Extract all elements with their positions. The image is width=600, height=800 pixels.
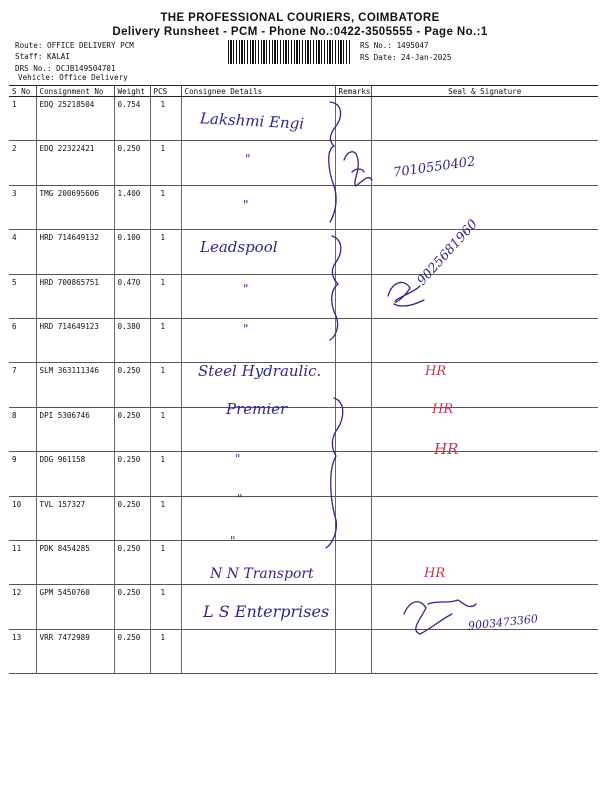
cell-seal <box>371 274 598 318</box>
cell-consignment: VRR 7472989 <box>36 629 114 673</box>
cell-consignment: HRD 700865751 <box>36 274 114 318</box>
table-row <box>9 452 598 496</box>
cell-remarks <box>335 407 371 451</box>
handwritten-ditto-11: " <box>230 534 236 548</box>
cell-seal <box>371 363 598 407</box>
cell-consignee <box>181 141 335 185</box>
table-row <box>9 274 598 318</box>
cell-sno: 6 <box>9 318 36 362</box>
handwritten-hr-12: HR <box>424 566 446 581</box>
cell-consignment: DDG 961158 <box>36 452 114 496</box>
cell-pcs: 1 <box>150 452 181 496</box>
route-label: Route: OFFICE DELIVERY PCM <box>15 41 134 50</box>
handwritten-hr-8: HR <box>432 402 454 417</box>
table-row <box>9 185 598 229</box>
cell-consignment: EDQ 25218504 <box>36 97 114 141</box>
header-consignee: Consignee Details <box>181 86 335 97</box>
cell-consignment: HRD 714649123 <box>36 318 114 362</box>
handwritten-phone-5: 9025681960 <box>414 217 481 289</box>
handwritten-ditto-10: " <box>237 492 243 506</box>
table-row <box>9 629 598 673</box>
cell-consignment: HRD 714649132 <box>36 230 114 274</box>
cell-sno: 7 <box>9 363 36 407</box>
cell-pcs: 1 <box>150 363 181 407</box>
cell-remarks <box>335 629 371 673</box>
cell-consignment: PDK 8454285 <box>36 540 114 584</box>
vehicle-label: Vehicle: Office Delivery <box>18 73 128 82</box>
handwritten-consignee-13: L S Enterprises <box>203 602 330 621</box>
table-header-row <box>9 86 598 97</box>
barcode <box>228 40 350 64</box>
cell-seal <box>371 185 598 229</box>
cell-consignment: TMG 200695606 <box>36 185 114 229</box>
cell-pcs: 1 <box>150 230 181 274</box>
cell-sno: 8 <box>9 407 36 451</box>
cell-sno: 10 <box>9 496 36 540</box>
cell-remarks <box>335 230 371 274</box>
cell-consignee <box>181 452 335 496</box>
cell-seal <box>371 97 598 141</box>
handwritten-ditto-2: " <box>245 152 251 166</box>
cell-weight: 1.400 <box>114 185 150 229</box>
cell-remarks <box>335 363 371 407</box>
cell-pcs: 1 <box>150 274 181 318</box>
drs-number: DRS No.: DCJB149504701 <box>15 64 116 73</box>
table-row <box>9 496 598 540</box>
cell-remarks <box>335 585 371 629</box>
handwritten-ditto-5: " <box>243 282 249 296</box>
handwritten-consignee-7: Steel Hydraulic. <box>198 362 322 380</box>
table-row <box>9 407 598 451</box>
cell-pcs: 1 <box>150 629 181 673</box>
cell-remarks <box>335 496 371 540</box>
handwritten-phone-13: 9003473360 <box>467 612 539 633</box>
cell-consignee <box>181 318 335 362</box>
header-seal-signature: Seal & Signature <box>371 86 598 97</box>
handwritten-hr-9: HR <box>434 440 459 458</box>
header-remarks: Remarks <box>335 86 371 97</box>
cell-remarks <box>335 318 371 362</box>
handwritten-consignee-12: N N Transport <box>210 566 314 582</box>
company-title: THE PROFESSIONAL COURIERS, COIMBATORE <box>160 12 440 24</box>
cell-weight: 0.250 <box>114 141 150 185</box>
cell-sno: 12 <box>9 585 36 629</box>
handwritten-ditto-3: " <box>243 198 249 212</box>
staff-label: Staff: KALAI <box>15 52 70 61</box>
cell-seal <box>371 629 598 673</box>
cell-sno: 2 <box>9 141 36 185</box>
cell-seal <box>371 540 598 584</box>
cell-weight: 0.250 <box>114 629 150 673</box>
table-row <box>9 141 598 185</box>
cell-weight: 0.250 <box>114 585 150 629</box>
table-row <box>9 318 598 362</box>
cell-consignment: DPI 5306746 <box>36 407 114 451</box>
cell-weight: 0.250 <box>114 496 150 540</box>
cell-consignee <box>181 185 335 229</box>
rs-number: RS No.: 1495047 <box>360 41 429 50</box>
cell-weight: 0.100 <box>114 230 150 274</box>
cell-sno: 1 <box>9 97 36 141</box>
handwritten-ditto-6: " <box>243 322 249 336</box>
cell-remarks <box>335 141 371 185</box>
cell-consignment: GPM 5450760 <box>36 585 114 629</box>
cell-pcs: 1 <box>150 97 181 141</box>
cell-consignee <box>181 629 335 673</box>
cell-pcs: 1 <box>150 407 181 451</box>
table-row <box>9 230 598 274</box>
cell-weight: 0.470 <box>114 274 150 318</box>
cell-sno: 4 <box>9 230 36 274</box>
cell-remarks <box>335 274 371 318</box>
runsheet-subtitle: Delivery Runsheet - PCM - Phone No.:0422-3505555 - Page No.:1 <box>112 26 488 38</box>
cell-pcs: 1 <box>150 585 181 629</box>
cell-pcs: 1 <box>150 540 181 584</box>
cell-consignment: EDQ 22322421 <box>36 141 114 185</box>
cell-consignment: SLM 363111346 <box>36 363 114 407</box>
handwritten-consignee-4: Leadspool <box>200 238 278 256</box>
handwritten-phone-2: 7010550402 <box>392 154 477 181</box>
cell-consignee <box>181 496 335 540</box>
cell-weight: 0.250 <box>114 452 150 496</box>
cell-pcs: 1 <box>150 496 181 540</box>
handwritten-hr-7: HR <box>425 364 447 379</box>
cell-pcs: 1 <box>150 318 181 362</box>
cell-sno: 11 <box>9 540 36 584</box>
header-sno: S No <box>9 86 36 97</box>
cell-sno: 3 <box>9 185 36 229</box>
cell-sno: 13 <box>9 629 36 673</box>
cell-seal <box>371 452 598 496</box>
cell-remarks <box>335 185 371 229</box>
cell-seal <box>371 318 598 362</box>
handwritten-consignee-1: Lakshmi Engi <box>199 109 305 133</box>
rs-date: RS Date: 24-Jan-2025 <box>360 53 452 62</box>
header-weight: Weight <box>114 86 150 97</box>
cell-weight: 0.250 <box>114 540 150 584</box>
cell-consignee <box>181 274 335 318</box>
cell-weight: 0.250 <box>114 407 150 451</box>
cell-sno: 9 <box>9 452 36 496</box>
cell-seal <box>371 407 598 451</box>
cell-seal <box>371 230 598 274</box>
cell-weight: 0.380 <box>114 318 150 362</box>
cell-seal <box>371 496 598 540</box>
cell-pcs: 1 <box>150 141 181 185</box>
cell-weight: 0.250 <box>114 363 150 407</box>
cell-remarks <box>335 452 371 496</box>
header-pcs: PCS <box>150 86 181 97</box>
cell-pcs: 1 <box>150 185 181 229</box>
cell-sno: 5 <box>9 274 36 318</box>
handwritten-ditto-9: " <box>235 452 241 466</box>
header-consignment: Consignment No <box>36 86 114 97</box>
handwritten-consignee-8: Premier <box>226 400 288 418</box>
cell-remarks <box>335 540 371 584</box>
cell-weight: 0.754 <box>114 97 150 141</box>
cell-consignment: TVL 157327 <box>36 496 114 540</box>
cell-remarks <box>335 97 371 141</box>
